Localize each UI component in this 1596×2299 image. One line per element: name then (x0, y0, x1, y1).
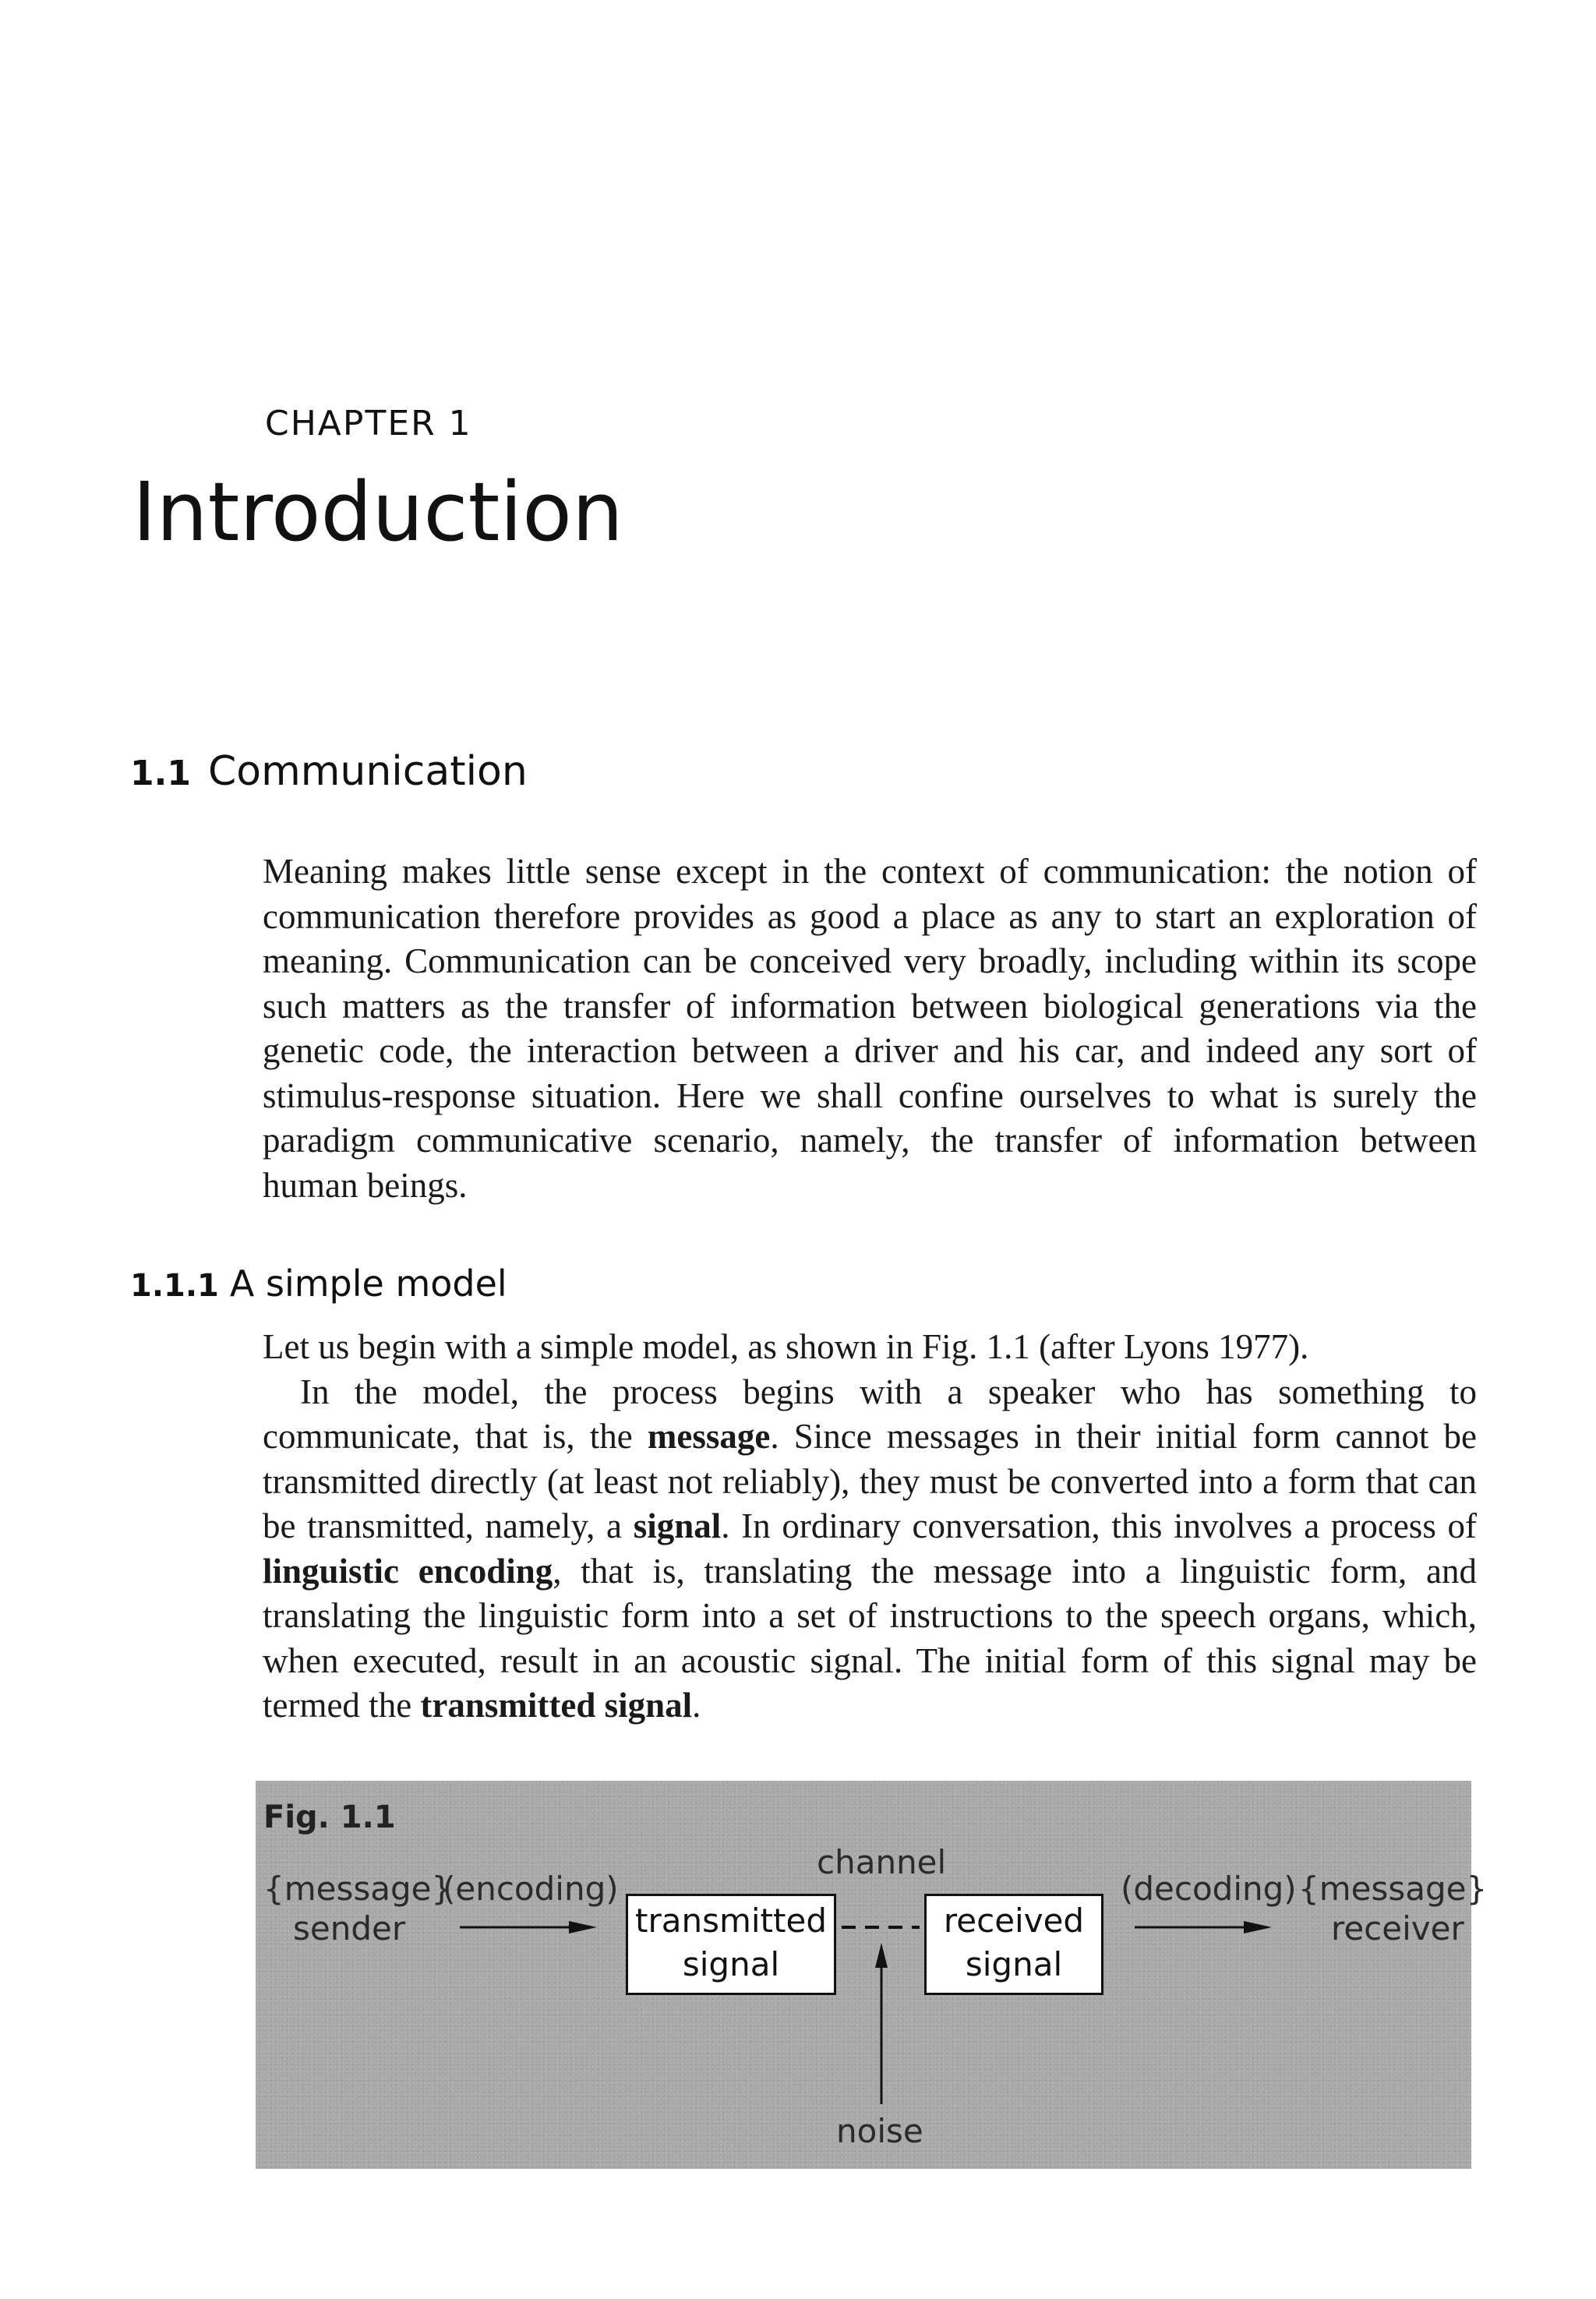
term-signal: signal (633, 1506, 722, 1545)
transmitted-signal-box: transmitted signal (626, 1894, 836, 1995)
figure-decoding: (decoding) (1121, 1870, 1297, 1908)
figure-1-1 (256, 1781, 1488, 2169)
received-signal-box: received signal (924, 1894, 1103, 1995)
model-process-paragraph: In the model, the process begins with a speaker who has something to communicate, that is, the message. Since messages in their initial form cannot be transmitted directly (at least not reliably), they must be converted into a form that can be transmitted, namely, a signal. In ordinary conversation, this involves a process of linguistic encoding, that is, translating the message into a linguistic form, and translating the linguistic form into a set of instructions to the speech organs, which, when executed, result in an acoustic signal. The initial form of this signal may be termed the transmitted signal. (263, 1372, 1478, 1725)
term-linguistic-encoding: linguistic encoding (263, 1551, 553, 1591)
decoding-arrow-head (1244, 1921, 1272, 1933)
section-title: Communication (207, 748, 528, 795)
subsection-title: A simple model (229, 1263, 507, 1305)
figure-receiver: receiver (1331, 1909, 1464, 1948)
subsection-number: 1.1.1 (130, 1268, 219, 1304)
model-paragraphs (263, 1325, 1477, 1729)
encoding-arrow-head (569, 1921, 597, 1933)
model-intro-paragraph: Let us begin with a simple model, as shown in Fig. 1.1 (after Lyons 1977). (263, 1327, 1309, 1366)
section-paragraph (263, 849, 1477, 1208)
noise-arrow-head (875, 1943, 888, 1968)
section-heading (130, 748, 528, 795)
figure-encoding: (encoding) (443, 1870, 619, 1908)
section-number: 1.1 (130, 754, 191, 793)
subsection-heading (130, 1263, 507, 1305)
figure-message-sender: {message} (263, 1870, 453, 1908)
term-transmitted-signal: transmitted signal (420, 1686, 693, 1725)
chapter-title: Introduction (132, 464, 623, 560)
communication-paragraph: Meaning makes little sense except in the context of communication: the notion of communication therefore provides as good a place as any to start an exploration of meaning. Communication can be conceived very broadly, including within its scope such matters as the transfer of information between biological generations via the genetic code, the interaction between a driver and his car, and indeed any sort of stimulus-response situation. Here we shall confine ourselves to what is surely the paradigm communicative scenario, namely, the transfer of information between human beings. (263, 852, 1477, 1205)
chapter-label: CHAPTER 1 (265, 404, 472, 443)
term-message: message (647, 1417, 771, 1456)
figure-label: Fig. 1.1 (263, 1799, 396, 1835)
figure-arrows (256, 1781, 1471, 2169)
figure-noise: noise (836, 2112, 923, 2150)
figure-message-receiver: {message} (1298, 1870, 1488, 1908)
figure-channel: channel (817, 1843, 947, 1881)
figure-sender: sender (293, 1909, 406, 1948)
